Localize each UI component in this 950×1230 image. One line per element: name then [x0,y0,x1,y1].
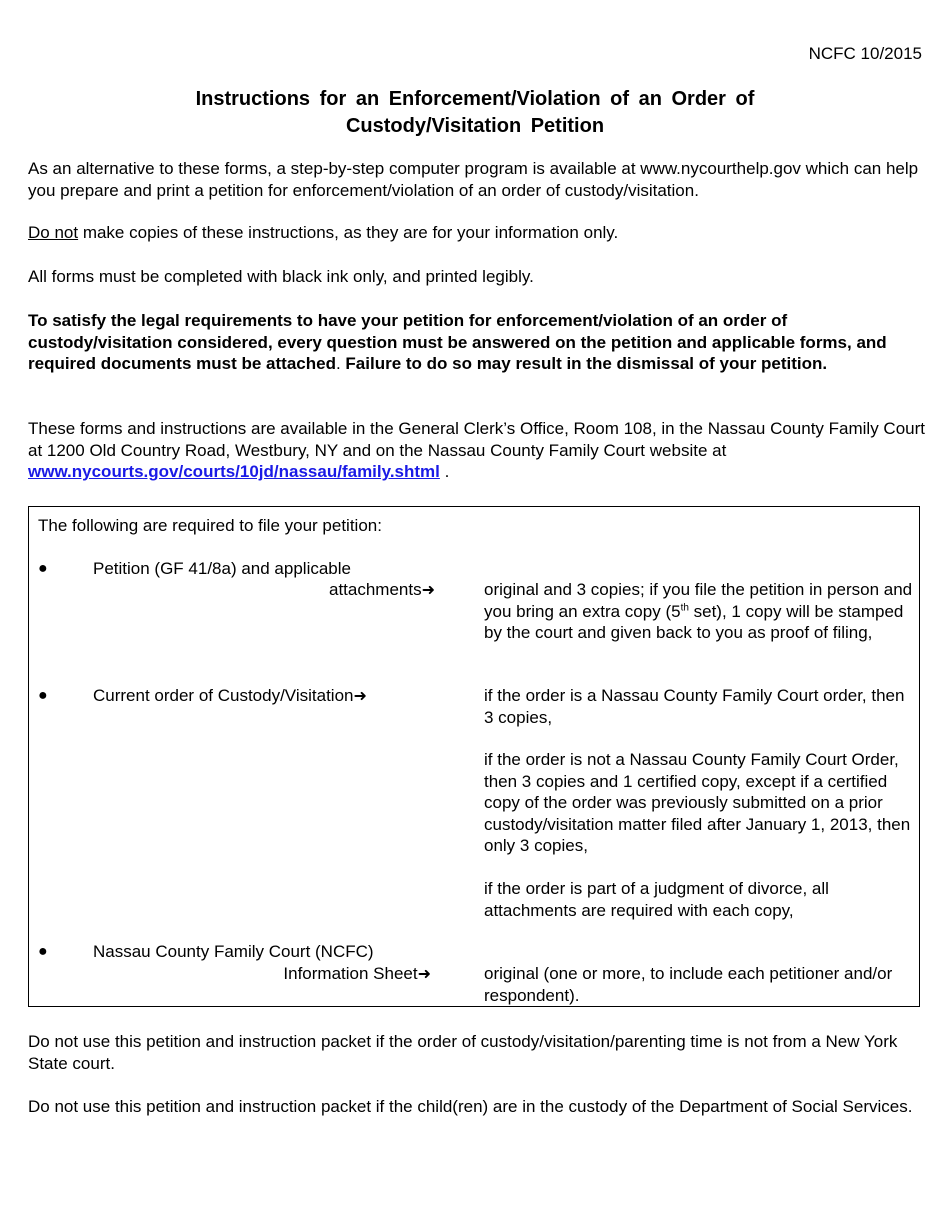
footer-note-social-services: Do not use this petition and instruction packet if the child(ren) are in the custody of the Department of Social Services. [28,1097,913,1116]
arrow-right-icon: ➜ [353,688,367,705]
item-petition-label-cont [209,579,435,602]
bullet-icon: ● [38,943,48,960]
intro-paragraph-alternative: As an alternative to these forms, a step-by-step computer program is available at www.nycourthelp.gov which can help you prepare and print a petition for enforcement/violation of an order of custody/visitation. [28,159,919,200]
item-current-order-desc-2: if the order is not a Nassau County Family Court Order, then 3 copies and 1 certified copy, except if a certified copy of the order was previously submitted on a prior custody/visitation matter filed after January 1, 2013, then only 3 copies, [484,750,911,855]
legal-requirements-bold: To satisfy the legal requirements to have your petition for enforcement/violation of an order of custody/visitation considered, every question must be answered on the petition and applicable forms, and required documents must be attached [28,311,887,373]
attachments-label: attachments [328,580,422,599]
family-court-website-link[interactable]: www.nycourts.gov/courts/10jd/nassau/family.shtml [28,462,440,481]
page-title [0,86,950,140]
intro-paragraph-black-ink: All forms must be completed with black ink only, and printed legibly. [28,267,534,286]
legal-requirements-period: . [335,354,346,373]
item-current-order-label [93,685,367,708]
availability-text: These forms and instructions are available in the General Clerk’s Office, Room 108, in the Nassau County Family Court at 1200 Old Country Road, Westbury, NY and on the Nassau County Family Court website at [28,419,926,460]
petition-desc-part-b: set), 1 copy will be stamped by the court and given back to you as proof of filing, [484,601,904,642]
intro-paragraph-availability [28,418,928,483]
intro-paragraph-legal-requirements [28,310,928,375]
arrow-right-icon: ➜ [421,582,435,599]
title-line-1: Instructions for an Enforcement/Violation of an Order of [195,88,755,110]
do-not-underlined: Do not [28,223,79,242]
do-not-copy-rest: make copies of these instructions, as they are for your information only. [78,223,619,242]
item-petition-label: Petition (GF 41/8a) and applicable [93,559,351,578]
item-ncfc-label: Nassau County Family Court (NCFC) [93,942,374,961]
dismissal-warning: Failure to do so may result in the dismissal of your petition. [345,354,828,373]
item-current-order-desc-3: if the order is part of a judgment of divorce, all attachments are required with each copy, [484,879,829,920]
arrow-right-icon: ➜ [417,966,431,983]
requirements-box [28,506,920,1007]
bullet-icon: ● [38,687,48,704]
item-ncfc-label-cont [179,963,431,986]
item-petition-description [484,579,914,644]
requirements-intro: The following are required to file your petition: [38,516,382,535]
form-code: NCFC 10/2015 [808,44,922,63]
superscript-th: th [680,601,689,613]
intro-paragraph-do-not-copy [28,222,928,244]
item-current-order-desc-1: if the order is a Nassau County Family Court order, then 3 copies, [484,686,905,727]
current-order-text: Current order of Custody/Visitation [93,686,354,705]
title-line-2: Custody/Visitation Petition [345,115,605,137]
item-ncfc-description: original (one or more, to include each petitioner and/or respondent). [484,964,893,1005]
footer-note-new-york-court: Do not use this petition and instruction packet if the order of custody/visitation/parenting time is not from a New York State court. [28,1032,898,1073]
availability-end: . [439,462,450,481]
petition-desc-part-a: original and 3 copies; if you file the petition in person and you bring an extra copy (5 [484,580,913,621]
bullet-icon: ● [38,560,48,577]
information-sheet-label: Information Sheet [283,964,418,983]
